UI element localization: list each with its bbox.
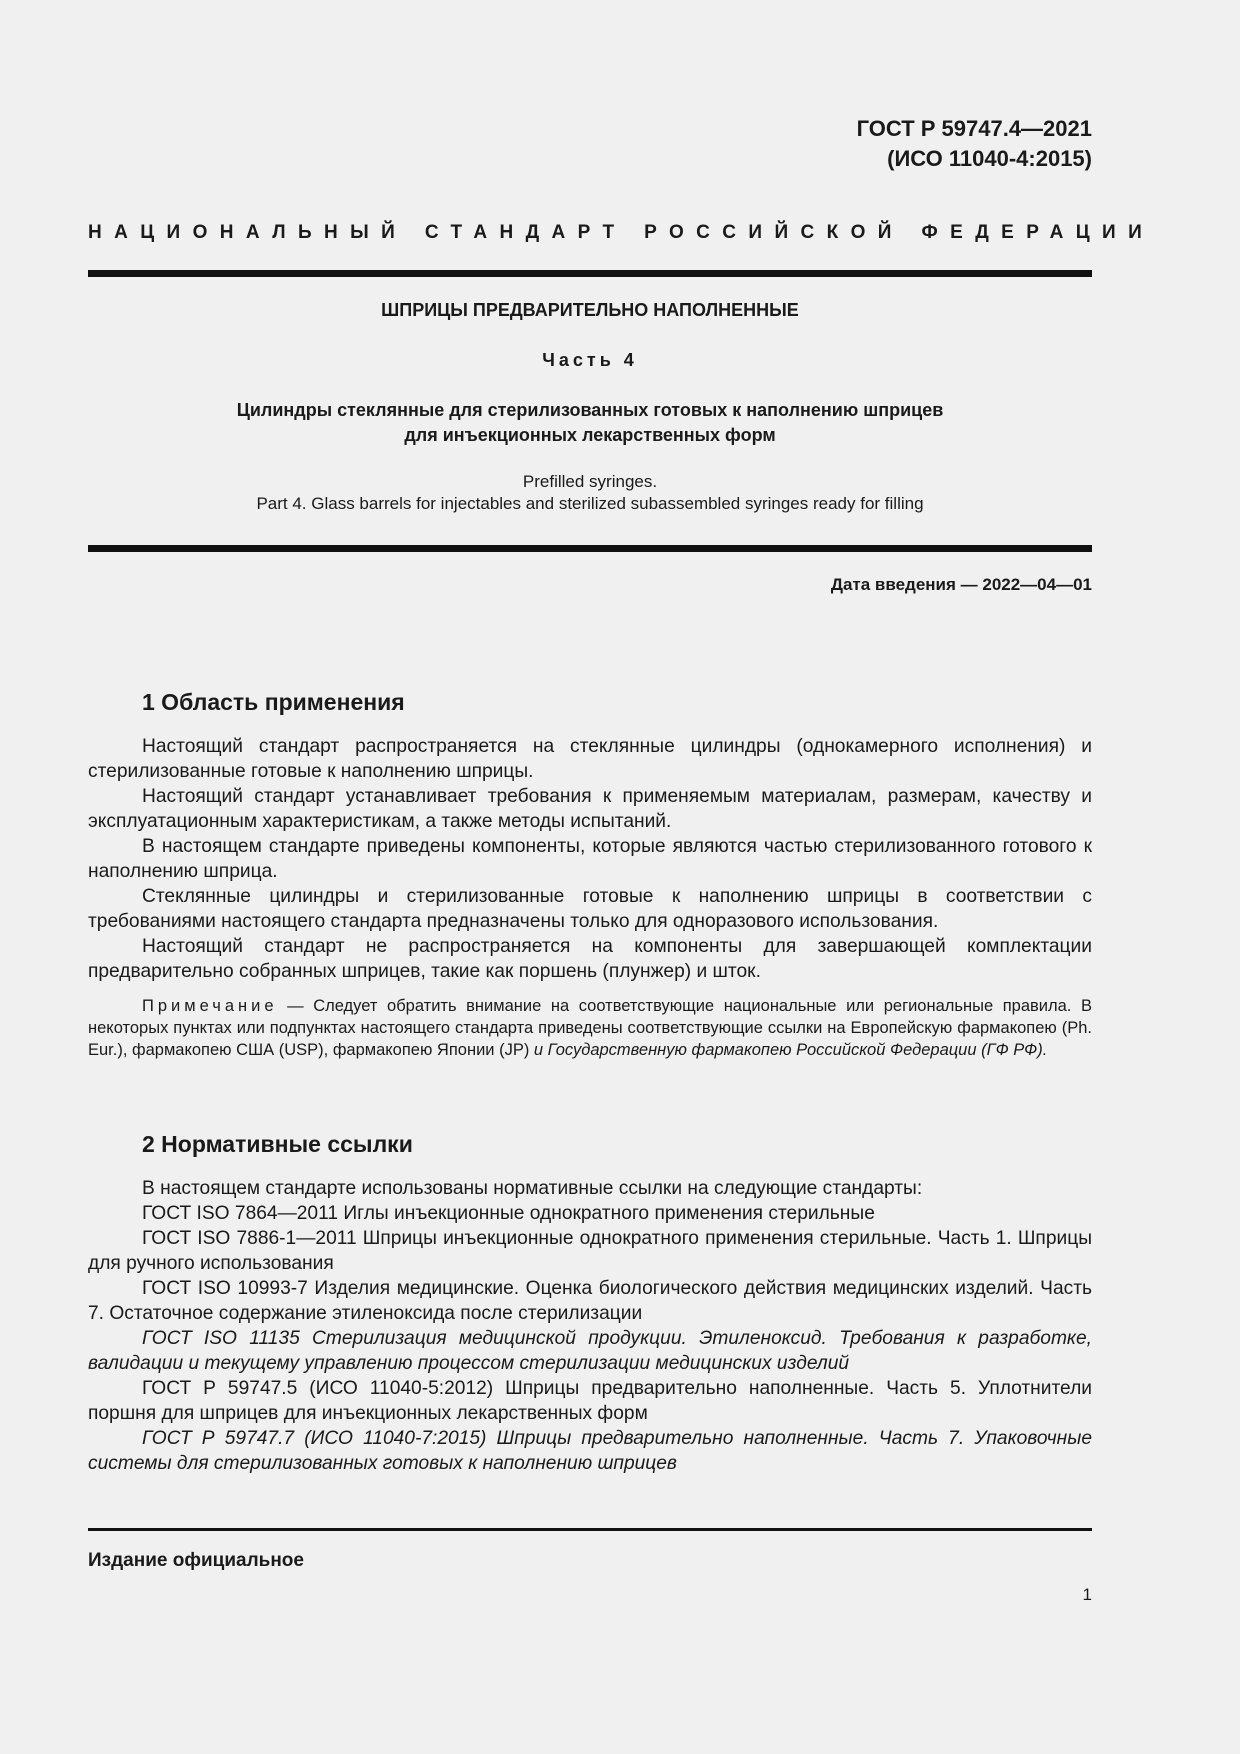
subtitle-line: Цилиндры стеклянные для стерилизованных готовых к наполнению шприцев	[236, 400, 944, 420]
note-italic-text: и Государственную фармакопею Российской Федерации (ГФ РФ).	[529, 1041, 1048, 1059]
official-edition-label: Издание официальное	[88, 1550, 304, 1571]
part-label: Часть 4	[542, 350, 638, 370]
reference-item: ГОСТ ISO 7864—2011 Иглы инъекционные однократного применения стерильные	[142, 1203, 875, 1224]
section-heading: 2 Нормативные ссылки	[142, 1131, 413, 1157]
page-number: 1	[1082, 1585, 1092, 1604]
document-code-block	[857, 114, 1092, 174]
iso-code: (ИСО 11040-4:2015)	[887, 146, 1092, 171]
top-rule	[88, 270, 1092, 277]
national-standard-line: НАЦИОНАЛЬНЫЙ СТАНДАРТ РОССИЙСКОЙ ФЕДЕРАЦИИ	[88, 222, 1155, 243]
english-title-line: Part 4. Glass barrels for injectables and sterilized subassembled syringes ready for filling	[256, 494, 924, 513]
reference-item: ГОСТ ISO 7886-1—2011 Шприцы инъекционные однократного применения стерильные. Часть 1. Шприцы для ручного использования	[88, 1228, 1092, 1274]
document-title: ШПРИЦЫ ПРЕДВАРИТЕЛЬНО НАПОЛНЕННЫЕ	[381, 300, 799, 320]
reference-item: ГОСТ Р 59747.7 (ИСО 11040-7:2015) Шприцы предварительно наполненные. Часть 7. Упаковочные системы для стерилизованных готовых к наполнению шприцев	[88, 1428, 1092, 1474]
english-title	[88, 471, 1092, 515]
paragraph: Настоящий стандарт распространяется на стеклянные цилиндры (однокамерного исполнения) и стерилизованные готовые к наполнению шприцы.	[88, 736, 1092, 782]
introduction-date: Дата введения — 2022—04—01	[830, 575, 1092, 594]
title-bottom-rule	[88, 545, 1092, 552]
note-label: Примечание	[142, 997, 278, 1015]
reference-item: ГОСТ Р 59747.5 (ИСО 11040-5:2012) Шприцы предварительно наполненные. Часть 5. Уплотнители поршня для шприцев для инъекционных лекарственных форм	[88, 1378, 1092, 1424]
note	[88, 995, 1092, 1061]
paragraph: В настоящем стандарте приведены компоненты, которые являются частью стерилизованного готового к наполнению шприца.	[88, 836, 1092, 882]
section-body	[88, 734, 1092, 984]
subtitle-line: для инъекционных лекарственных форм	[404, 425, 776, 445]
paragraph: В настоящем стандарте использованы нормативные ссылки на следующие стандарты:	[142, 1178, 923, 1199]
section-heading: 1 Область применения	[142, 689, 405, 715]
standard-code: ГОСТ Р 59747.4—2021	[856, 116, 1092, 141]
english-title-line: Prefilled syringes.	[522, 472, 658, 491]
document-subtitle	[88, 398, 1092, 448]
note-text: — Следует обратить внимание на соответствующие национальные или региональные правила. В некоторых пунктах или подпунктах настоящего стандарта приведены соответствующие ссылки на Европейскую фармакопею (Ph. Eur.), фармакопею США (USP), фармакопею Японии (JP)	[88, 997, 1092, 1059]
footer-rule	[88, 1528, 1092, 1531]
section-body	[88, 1176, 1092, 1476]
paragraph: Настоящий стандарт не распространяется на компоненты для завершающей комплектации предварительно собранных шприцев, такие как поршень (плунжер) и шток.	[88, 936, 1092, 982]
paragraph: Настоящий стандарт устанавливает требования к применяемым материалам, размерам, качеству и эксплуатационным характеристикам, а также методы испытаний.	[88, 786, 1092, 832]
paragraph: Стеклянные цилиндры и стерилизованные готовые к наполнению шприцы в соответствии с требованиями настоящего стандарта предназначены только для одноразового использования.	[88, 886, 1092, 932]
reference-item: ГОСТ ISO 10993-7 Изделия медицинские. Оценка биологического действия медицинских изделий. Часть 7. Остаточное содержание этиленоксида после стерилизации	[88, 1278, 1092, 1324]
reference-item: ГОСТ ISO 11135 Стерилизация медицинской продукции. Этиленоксид. Требования к разработке, валидации и текущему управлению процессом стерилизации медицинских изделий	[88, 1328, 1092, 1374]
